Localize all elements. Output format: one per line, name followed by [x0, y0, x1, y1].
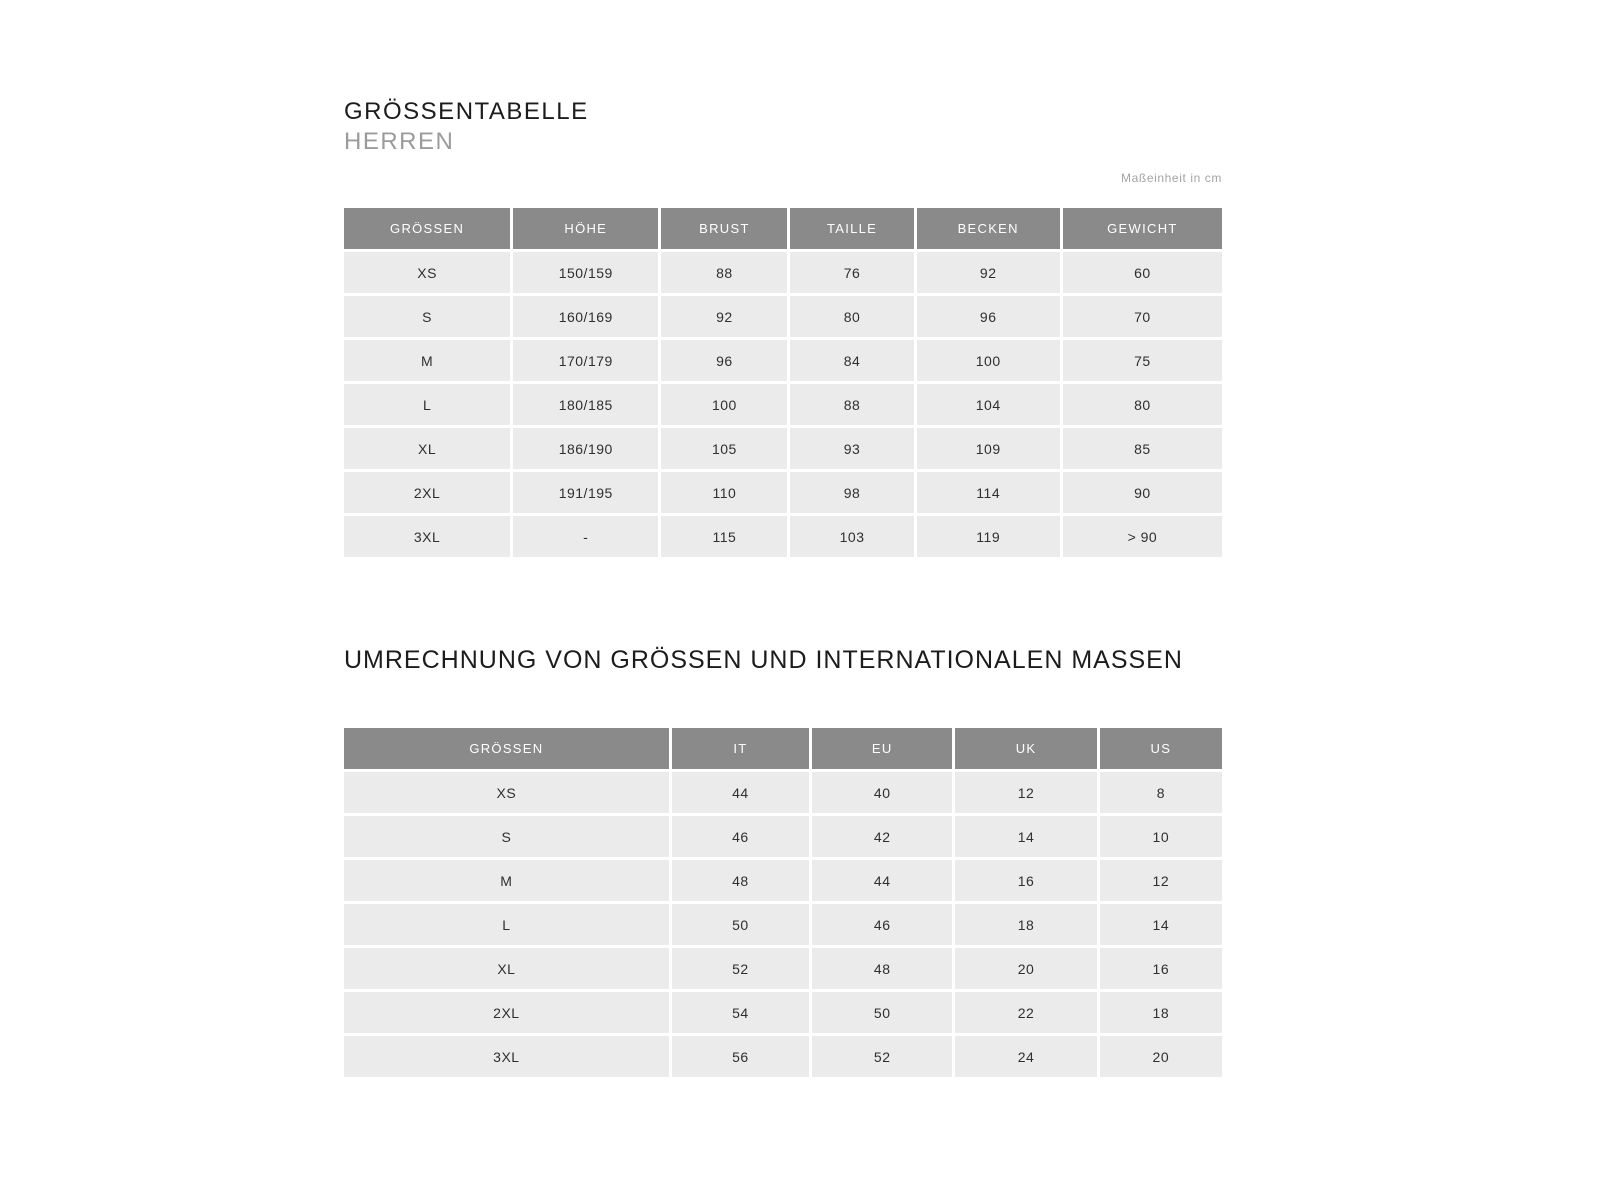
table-row	[344, 472, 1222, 513]
table-cell: 2XL	[344, 472, 510, 513]
column-header: IT	[672, 728, 809, 769]
page-subtitle: HERREN	[344, 128, 455, 155]
conversion-table	[341, 725, 1225, 1080]
conversion-section-title: UMRECHNUNG VON GRÖSSEN UND INTERNATIONALEN MASSEN	[344, 646, 1183, 674]
table-cell: L	[344, 384, 510, 425]
table-cell: 186/190	[513, 428, 658, 469]
column-header: GRÖSSEN	[344, 208, 510, 249]
size-guide-page	[344, 0, 1222, 1080]
table-row	[344, 992, 1222, 1033]
column-header: EU	[812, 728, 952, 769]
table-cell: 54	[672, 992, 809, 1033]
size-table-section	[341, 205, 1225, 560]
table-cell: 52	[812, 1036, 952, 1077]
table-cell: 60	[1063, 252, 1222, 293]
table-cell: 44	[672, 772, 809, 813]
table-row	[344, 772, 1222, 813]
table-cell: 96	[661, 340, 787, 381]
table-cell: 115	[661, 516, 787, 557]
table-cell: 170/179	[513, 340, 658, 381]
table-cell: S	[344, 816, 669, 857]
table-cell: 110	[661, 472, 787, 513]
table-cell: 18	[955, 904, 1096, 945]
table-cell: XL	[344, 428, 510, 469]
table-cell: 93	[790, 428, 913, 469]
table-row	[344, 516, 1222, 557]
table-cell: 85	[1063, 428, 1222, 469]
table-cell: 180/185	[513, 384, 658, 425]
column-header: GRÖSSEN	[344, 728, 669, 769]
table-cell: 3XL	[344, 516, 510, 557]
table-cell: 18	[1100, 992, 1222, 1033]
table-row	[344, 860, 1222, 901]
table-cell: 109	[917, 428, 1060, 469]
table-cell: 150/159	[513, 252, 658, 293]
table-cell: 48	[672, 860, 809, 901]
table-cell: 103	[790, 516, 913, 557]
table-cell: 76	[790, 252, 913, 293]
table-cell: 80	[1063, 384, 1222, 425]
table-cell: 10	[1100, 816, 1222, 857]
table-cell: 105	[661, 428, 787, 469]
table-cell: 50	[672, 904, 809, 945]
conversion-table-header-row	[344, 728, 1222, 769]
table-cell: 84	[790, 340, 913, 381]
column-header: HÖHE	[513, 208, 658, 249]
table-cell: 46	[672, 816, 809, 857]
column-header: US	[1100, 728, 1222, 769]
table-cell: 14	[955, 816, 1096, 857]
table-cell: 70	[1063, 296, 1222, 337]
table-cell: 92	[917, 252, 1060, 293]
table-cell: 88	[661, 252, 787, 293]
column-header: GEWICHT	[1063, 208, 1222, 249]
table-cell: 48	[812, 948, 952, 989]
table-cell: M	[344, 340, 510, 381]
table-cell: 20	[955, 948, 1096, 989]
table-cell: 100	[661, 384, 787, 425]
size-table-header-row	[344, 208, 1222, 249]
table-cell: 3XL	[344, 1036, 669, 1077]
column-header: UK	[955, 728, 1096, 769]
table-cell: XS	[344, 252, 510, 293]
table-row	[344, 904, 1222, 945]
table-row	[344, 252, 1222, 293]
table-cell: L	[344, 904, 669, 945]
table-cell: 44	[812, 860, 952, 901]
table-cell: 8	[1100, 772, 1222, 813]
table-cell: 160/169	[513, 296, 658, 337]
table-cell: 16	[1100, 948, 1222, 989]
table-row	[344, 384, 1222, 425]
table-cell: 14	[1100, 904, 1222, 945]
table-cell: 12	[1100, 860, 1222, 901]
table-row	[344, 296, 1222, 337]
table-cell: 20	[1100, 1036, 1222, 1077]
table-cell: XL	[344, 948, 669, 989]
size-table	[341, 205, 1225, 560]
table-cell: 119	[917, 516, 1060, 557]
table-cell: 24	[955, 1036, 1096, 1077]
unit-note: Maßeinheit in cm	[1121, 171, 1222, 185]
page-title: GRÖSSENTABELLE	[344, 98, 589, 125]
table-cell: 96	[917, 296, 1060, 337]
table-cell: 88	[790, 384, 913, 425]
column-header: BECKEN	[917, 208, 1060, 249]
table-cell: 80	[790, 296, 913, 337]
table-cell: -	[513, 516, 658, 557]
column-header: TAILLE	[790, 208, 913, 249]
table-cell: 90	[1063, 472, 1222, 513]
table-cell: 40	[812, 772, 952, 813]
table-cell: 22	[955, 992, 1096, 1033]
table-cell: 12	[955, 772, 1096, 813]
column-header: BRUST	[661, 208, 787, 249]
table-cell: S	[344, 296, 510, 337]
table-row	[344, 428, 1222, 469]
table-cell: XS	[344, 772, 669, 813]
table-cell: M	[344, 860, 669, 901]
table-row	[344, 948, 1222, 989]
table-cell: 191/195	[513, 472, 658, 513]
table-cell: 56	[672, 1036, 809, 1077]
conversion-table-section	[341, 725, 1225, 1080]
table-cell: 98	[790, 472, 913, 513]
table-row	[344, 340, 1222, 381]
table-cell: 2XL	[344, 992, 669, 1033]
table-cell: 52	[672, 948, 809, 989]
table-cell: 92	[661, 296, 787, 337]
table-cell: 46	[812, 904, 952, 945]
table-row	[344, 816, 1222, 857]
table-row	[344, 1036, 1222, 1077]
table-cell: > 90	[1063, 516, 1222, 557]
table-cell: 104	[917, 384, 1060, 425]
table-cell: 100	[917, 340, 1060, 381]
table-cell: 75	[1063, 340, 1222, 381]
table-cell: 114	[917, 472, 1060, 513]
table-cell: 50	[812, 992, 952, 1033]
table-cell: 42	[812, 816, 952, 857]
table-cell: 16	[955, 860, 1096, 901]
